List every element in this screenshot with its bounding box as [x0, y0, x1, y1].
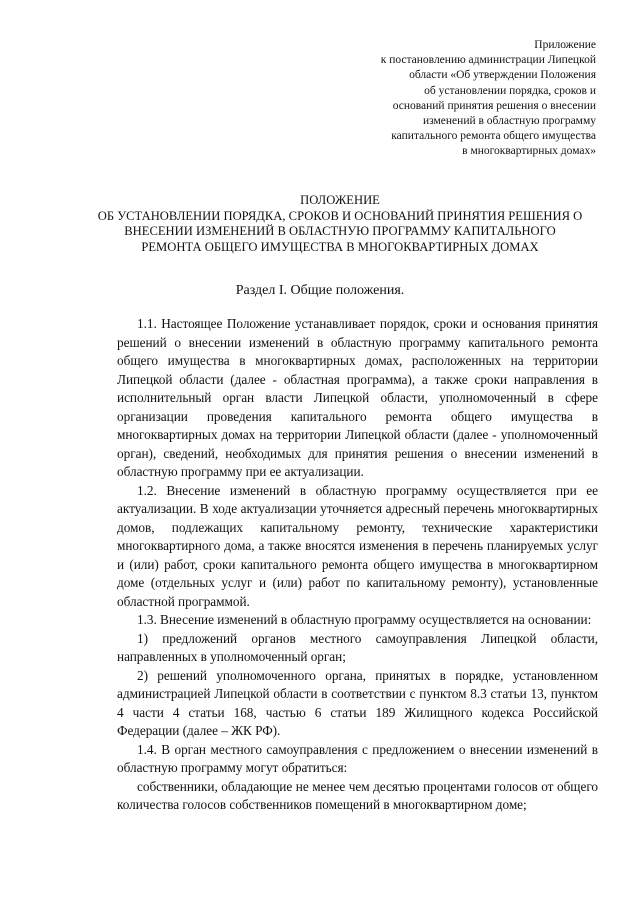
paragraph-owners: собственники, обладающие не менее чем десятью процентами голосов от общего количества голосов собственников помещений в многоквартирном доме; [117, 778, 598, 812]
title-line: ОБ УСТАНОВЛЕНИИ ПОРЯДКА, СРОКОВ И ОСНОВАНИЙ ПРИНЯТИЯ РЕШЕНИЯ О [97, 208, 583, 223]
document-title [70, 193, 610, 255]
appendix-line: к постановлению администрации Липецкой [380, 54, 596, 67]
appendix-note [296, 38, 596, 160]
paragraph-item-1: 1) предложений органов местного самоуправления Липецкой области, направленных в уполномоченный орган; [117, 630, 598, 664]
title-line: РЕМОНТА ОБЩЕГО ИМУЩЕСТВА В МНОГОКВАРТИРНЫХ ДОМАХ [141, 239, 539, 254]
appendix-line: области «Об утверждении Положения [409, 69, 596, 82]
appendix-line: оснований принятия решения о внесении [392, 99, 596, 112]
paragraph-1-1: 1.1. Настоящее Положение устанавливает порядок, сроки и основания принятия решений о внесении изменений в областную программу капитального ремонта общего имущества в многоквартирных домах, расположенных на территории Липецкой области (далее - областная программа), а также сроки направления в исполнительный орган власти Липецкой области, уполномоченный в сфере организации проведения капитального ремонта общего имущества в многоквартирных домах на территории Липецкой области (далее - уполномоченный орган), сведений, необходимых для принятия решения о внесении изменений в областную программу при ее актуализации. [117, 316, 598, 479]
paragraph-1-3: 1.3. Внесение изменений в областную программу осуществляется на основании: [137, 612, 592, 627]
appendix-line: Приложение [534, 39, 596, 51]
appendix-line: в многоквартирных домах» [462, 145, 596, 158]
title-line: ПОЛОЖЕНИЕ [300, 193, 380, 207]
appendix-line: капитального ремонта общего имущества [391, 130, 596, 143]
paragraph-1-2: 1.2. Внесение изменений в областную программу осуществляется при ее актуализации. В ходе актуализации уточняется адресный перечень многоквартирных домов, подлежащих капитальному ремонту, технические характеристики многоквартирного дома, а также вносятся изменения в перечень планируемых услуг и (или) работ, сроки капитального ремонта общего имущества в многоквартирном доме (отдельных услуг и (или) работ по капитальному ремонту), установленные областной программой. [117, 482, 598, 609]
title-line: ВНЕСЕНИИ ИЗМЕНЕНИЙ В ОБЛАСТНУЮ ПРОГРАММУ КАПИТАЛЬНОГО [124, 224, 556, 238]
document-body [117, 315, 598, 815]
appendix-line: изменений в областную программу [422, 115, 596, 128]
appendix-line: об установлении порядка, сроков и [424, 84, 596, 97]
paragraph-item-2: 2) решений уполномоченного органа, принятых в порядке, установленном администрацией Липецкой области в соответствии с пунктом 8.3 статьи 13, пунктом 4 части 4 статьи 168, частью 6 статьи 189 Жилищного кодекса Российской Федерации (далее – ЖК РФ). [117, 667, 598, 738]
section-heading: Раздел I. Общие положения. [235, 283, 405, 298]
paragraph-1-4: 1.4. В орган местного самоуправления с предложением о внесении изменений в областную программу могут обратиться: [117, 741, 598, 775]
